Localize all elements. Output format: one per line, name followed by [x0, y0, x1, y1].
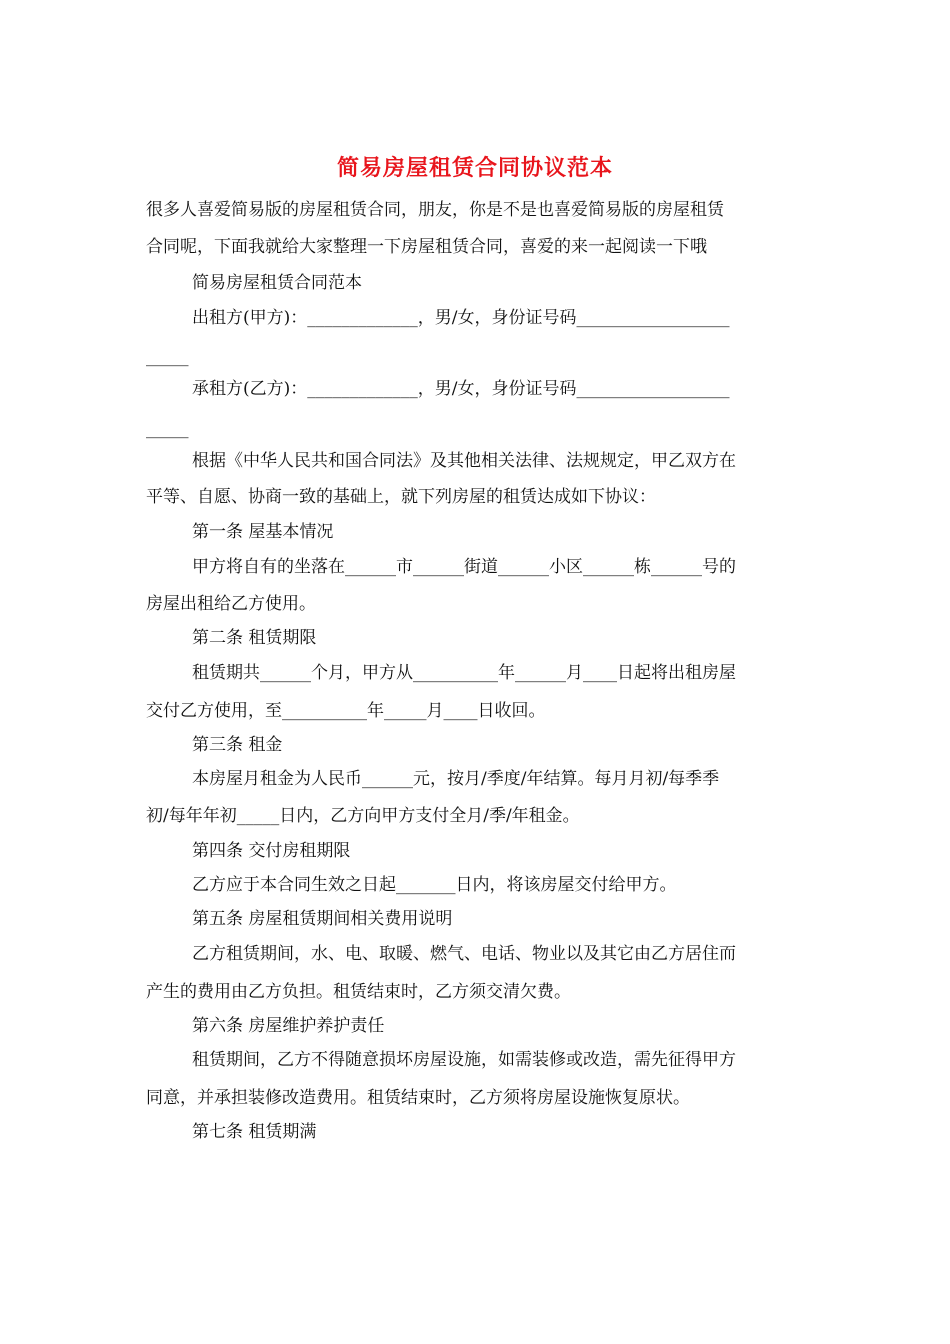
article-6-line-2: 同意，并承担装修改造费用。租赁结束时，乙方须将房屋设施恢复原状。 — [146, 1088, 690, 1108]
article-7-heading: 第七条 租赁期满 — [192, 1122, 317, 1142]
article-4-heading: 第四条 交付房租期限 — [192, 841, 351, 861]
article-5-heading: 第五条 房屋租赁期间相关费用说明 — [192, 909, 453, 929]
article-5-line-1: 乙方租赁期间，水、电、取暖、燃气、电话、物业以及其它由乙方居住而 — [192, 944, 736, 964]
article-2-line-2: 交付乙方使用，至__________年_____月____日收回。 — [146, 701, 546, 721]
article-4-line-1: 乙方应于本合同生效之日起_______日内，将该房屋交付给甲方。 — [192, 875, 677, 895]
lessee-line-cont: _____ — [146, 419, 189, 439]
article-6-heading: 第六条 房屋维护养护责任 — [192, 1016, 385, 1036]
preamble-line-1: 根据《中华人民共和国合同法》及其他相关法律、法规规定，甲乙双方在 — [192, 451, 736, 471]
article-1-line-2: 房屋出租给乙方使用。 — [146, 594, 316, 614]
article-2-line-1: 租赁期共______个月，甲方从__________年______月____日起将出租房屋 — [192, 663, 736, 683]
article-3-line-1: 本房屋月租金为人民币______元，按月/季度/年结算。每月月初/每季季 — [192, 769, 720, 789]
article-5-line-2: 产生的费用由乙方负担。租赁结束时，乙方须交清欠费。 — [146, 982, 571, 1002]
article-2-heading: 第二条 租赁期限 — [192, 628, 317, 648]
article-3-line-2: 初/每年年初_____日内，乙方向甲方支付全月/季/年租金。 — [146, 806, 580, 826]
article-3-heading: 第三条 租金 — [192, 735, 283, 755]
article-1-heading: 第一条 屋基本情况 — [192, 522, 334, 542]
intro-line-2: 合同呢，下面我就给大家整理一下房屋租赁合同，喜爱的来一起阅读一下哦 — [146, 237, 707, 257]
lessor-line-cont: _____ — [146, 347, 189, 367]
lessor-line: 出租方(甲方)：_____________，男/女，身份证号码__________________ — [192, 308, 730, 328]
lessee-line: 承租方(乙方)：_____________，男/女，身份证号码__________________ — [192, 379, 730, 399]
contract-subtitle: 简易房屋租赁合同范本 — [192, 273, 362, 293]
document-title: 简易房屋租赁合同协议范本 — [336, 155, 613, 181]
preamble-line-2: 平等、自愿、协商一致的基础上，就下列房屋的租赁达成如下协议： — [146, 487, 656, 507]
article-6-line-1: 租赁期间，乙方不得随意损坏房屋设施，如需装修或改造，需先征得甲方 — [192, 1050, 736, 1070]
intro-line-1: 很多人喜爱简易版的房屋租赁合同，朋友，你是不是也喜爱简易版的房屋租赁 — [146, 200, 724, 220]
article-1-line-1: 甲方将自有的坐落在______市______街道______小区______栋______号的 — [192, 557, 736, 577]
